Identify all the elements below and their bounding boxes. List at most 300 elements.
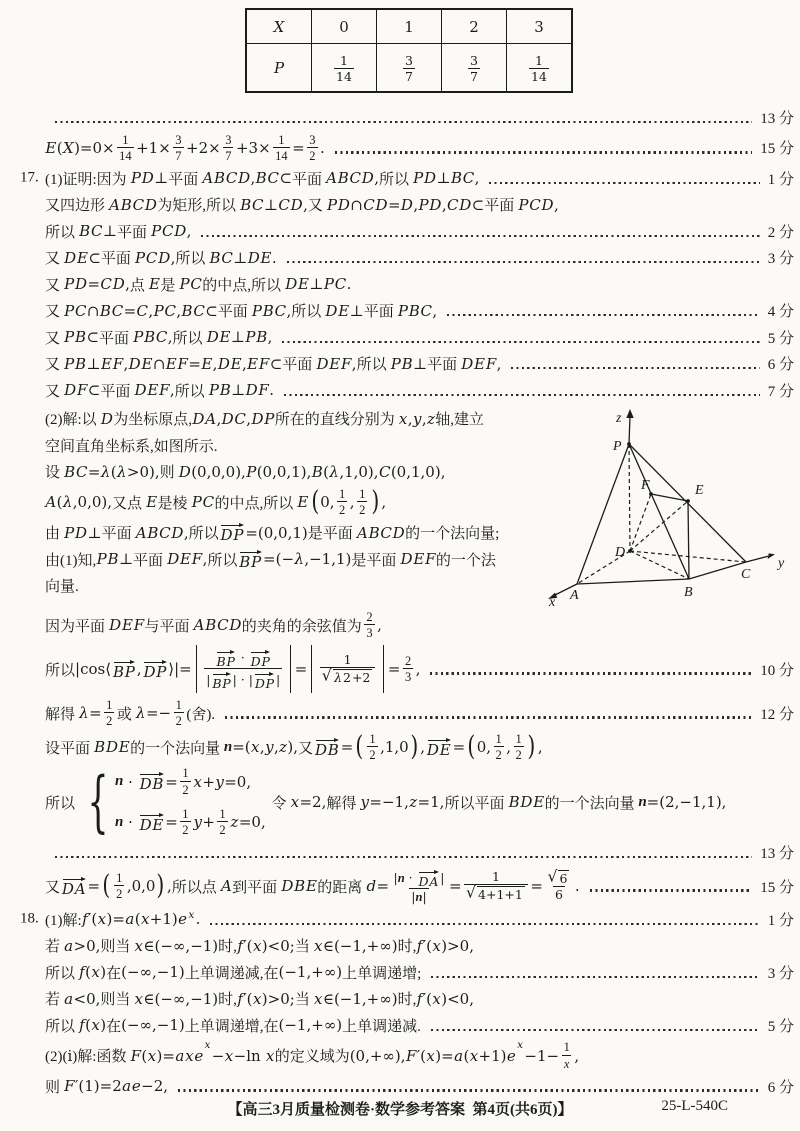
- text-run: 的夹角的余弦值为: [241, 618, 362, 635]
- math-run: =( x , y , z ),: [232, 738, 299, 757]
- vector: D P: [220, 521, 244, 544]
- fraction: $\frac{3}{2}$: [309, 132, 316, 163]
- table-row: [246, 9, 572, 44]
- text-run: 点: [129, 277, 149, 294]
- fraction: $\frac{1}{2}$: [116, 870, 123, 901]
- math-run: f ′( x )<0,: [416, 989, 474, 1008]
- math-run: D E ⊥ P B ,: [206, 328, 273, 347]
- line-content: [45, 435, 218, 456]
- math-run: =(0,0,1): [245, 523, 308, 542]
- math-run: .: [195, 910, 201, 929]
- math-run: A B C D: [193, 616, 242, 635]
- math-run: ⟩|=: [168, 660, 192, 679]
- question-number: 17.: [20, 169, 39, 186]
- math-run: x ∈(−∞,−1): [134, 989, 219, 1008]
- math-run: ,: [506, 738, 512, 757]
- line-content: [45, 697, 215, 730]
- math-run: P D ⊥ B C ,: [413, 169, 480, 188]
- math-run: ·: [123, 813, 138, 832]
- dotted-leader: [225, 716, 752, 718]
- edge-PA: [577, 444, 629, 584]
- math-run: D E F: [109, 616, 145, 635]
- text-run: 所以: [379, 171, 413, 188]
- text-run: 解得: [45, 706, 79, 723]
- answer-line: [0, 731, 800, 764]
- text-run: 由(1)知,: [45, 552, 97, 569]
- answer-line: [0, 105, 800, 130]
- answer-line: [0, 1013, 800, 1038]
- text-run: 上单调递增,在: [184, 1018, 279, 1035]
- text-run: 又: [45, 304, 64, 321]
- math-run: =(2,−1,1),: [646, 793, 727, 811]
- math-run: D A , D C , D P: [192, 409, 275, 428]
- text-run: 平面: [168, 171, 202, 188]
- math-run: f ′( x )= a ( x +1) e: [82, 910, 188, 929]
- vector: B P: [113, 658, 136, 681]
- math-run: P B ⊥ E F , D E ∩ E F = E , D E , E F ⊂: [64, 354, 283, 373]
- dotted-leader: [55, 121, 752, 123]
- math-run: | · |: [232, 672, 253, 687]
- math-run: D E F: [400, 550, 436, 568]
- math-run: P D ⊥: [64, 523, 102, 542]
- text-run: 则当: [100, 992, 135, 1009]
- table-cell: 1: [377, 9, 442, 44]
- fraction: $\frac{1}{2}$: [175, 697, 182, 729]
- fraction: $\frac{1}{2}$: [339, 486, 346, 518]
- line-content: [45, 1015, 421, 1036]
- fraction: $\frac{1}{2}$: [495, 732, 502, 763]
- math-run: ·: [404, 869, 417, 885]
- score-label: 1 分: [767, 171, 794, 188]
- text-run: 又: [45, 277, 64, 294]
- fraction: $\frac{2}{3}$: [404, 653, 412, 685]
- vector: B P: [216, 648, 235, 668]
- answer-line: [0, 132, 800, 165]
- math-run: P D ∩ C D = D , P D , C D ⊂: [327, 195, 485, 214]
- edge-PB: [629, 444, 689, 579]
- score-label: 15 分: [760, 879, 794, 896]
- footer-title: 【高三3月质量检测卷·数学参考答案 第4页(共6页)】: [227, 1101, 573, 1118]
- text-run: 所以: [45, 965, 79, 982]
- text-run: 又: [45, 383, 64, 400]
- math-run: x , y , z: [398, 409, 435, 428]
- axis-label-z: z: [616, 410, 622, 426]
- table-cell: [442, 44, 507, 93]
- score-label: 4 分: [767, 304, 794, 321]
- math-run: E: [149, 275, 160, 294]
- math-run: .: [320, 138, 325, 157]
- score-label: 12 分: [760, 706, 794, 723]
- fraction: [545, 870, 572, 903]
- text-run: 所以点: [171, 879, 221, 896]
- two-column-section: [0, 405, 800, 607]
- math-run: f ( x ): [79, 963, 107, 982]
- math-run: P B C ,: [397, 301, 438, 320]
- fraction: [320, 653, 376, 686]
- segment-EB: [688, 501, 689, 579]
- text-run: 时,: [218, 939, 237, 956]
- line-content: [45, 274, 351, 295]
- dotted-leader: [590, 889, 753, 891]
- vector-n: n: [223, 738, 233, 755]
- text-run: 所以: [45, 1018, 79, 1035]
- vector-arrow-icon: [113, 658, 136, 665]
- math-run: P C: [191, 493, 215, 512]
- line-content: [45, 168, 479, 189]
- text-run: 所以: [291, 304, 326, 321]
- math-run: x ∈(−∞,−1): [134, 936, 219, 955]
- vertex-dot-P: [627, 442, 631, 446]
- math-run: a >0,: [64, 936, 101, 955]
- dashed-DE: [630, 501, 688, 551]
- superscript: 2: [342, 670, 351, 686]
- answer-line: [0, 166, 800, 191]
- fraction: $\frac{1}{14}$: [275, 132, 288, 163]
- math-run: |: [411, 888, 416, 904]
- coordinate-diagram: [545, 407, 795, 607]
- line-content: [45, 548, 496, 571]
- fraction: $\frac{1}{14}$: [119, 132, 132, 163]
- line-content: [45, 1076, 168, 1097]
- text-run: (1)解:: [45, 912, 82, 929]
- fraction: $\frac{1}{2}$: [219, 807, 226, 838]
- answer-line: [0, 351, 800, 376]
- text-run: 由: [45, 526, 64, 542]
- math-run: 0,: [320, 493, 335, 512]
- dotted-leader: [284, 394, 760, 396]
- math-run: −1−: [524, 1046, 560, 1065]
- text-run: 所以: [356, 357, 391, 374]
- answer-line: [0, 643, 800, 695]
- fraction: $\frac{2}{3}$: [366, 609, 373, 641]
- close-paren-icon: [410, 736, 418, 759]
- math-run: λ =: [79, 704, 102, 723]
- text-run: 为坐标原点,: [113, 412, 192, 429]
- vector-arrow-icon: [220, 521, 244, 528]
- math-run: +2: [351, 670, 371, 686]
- math-run: D: [100, 409, 113, 428]
- text-run: 的中点,所以: [214, 495, 297, 512]
- math-run: |: [206, 672, 211, 687]
- math-run: A ( λ ,0,0),: [45, 493, 113, 512]
- answer-line: [0, 986, 800, 1011]
- math-run: B D E: [94, 738, 130, 757]
- text-run: 又: [298, 740, 314, 757]
- text-run: 则当: [100, 939, 135, 956]
- score-label: 3 分: [767, 965, 794, 982]
- math-run: D E F ,: [134, 381, 175, 400]
- math-run: z =0,: [230, 813, 266, 832]
- vector-arrow-icon: [418, 868, 439, 875]
- math-run: y +: [193, 813, 215, 832]
- text-run: 时,: [397, 939, 417, 956]
- math-run: P C D ,: [151, 222, 192, 241]
- text-run: 又: [45, 330, 64, 347]
- text-run: 所以平面: [444, 795, 509, 812]
- answer-line: [0, 867, 800, 906]
- line-content: [45, 132, 325, 165]
- answer-line: [0, 520, 545, 545]
- equation-system: [77, 765, 266, 839]
- math-run: √ λ: [334, 670, 343, 686]
- dotted-leader: [55, 856, 752, 858]
- vector: B P: [212, 670, 231, 690]
- vector: D E: [427, 736, 452, 759]
- dotted-leader: [511, 367, 759, 369]
- answer-line: [0, 245, 800, 270]
- dotted-leader: [201, 235, 759, 237]
- math-run: x =2,: [290, 793, 327, 811]
- math-run: D E ⊥ P C .: [285, 275, 352, 294]
- paren-group: [310, 486, 381, 519]
- dotted-leader: [447, 314, 760, 316]
- math-run: +2×: [186, 138, 221, 157]
- system-row: [115, 765, 266, 798]
- answer-line: [0, 219, 800, 244]
- text-run: 当: [294, 939, 314, 956]
- answer-line: [0, 433, 545, 458]
- vector-arrow-icon: [315, 736, 340, 743]
- math-run: B D E: [508, 793, 545, 811]
- square-root: [467, 886, 525, 902]
- text-run: 所在的直线分别为: [274, 412, 399, 429]
- dashed-PD: [629, 444, 630, 551]
- vertex-dot-E: [686, 499, 690, 503]
- text-run: 平面: [116, 224, 151, 241]
- score-label: 10 分: [760, 662, 794, 679]
- text-run: 又: [45, 251, 64, 268]
- edge-AB: [577, 579, 689, 584]
- math-run: ·: [123, 772, 138, 791]
- line-content: [45, 194, 559, 215]
- math-run: P D = C D ,: [64, 275, 130, 294]
- text-run: 平面: [427, 357, 461, 374]
- text-run: (舍).: [186, 706, 216, 723]
- answer-line: [0, 406, 545, 431]
- math-run: =: [165, 813, 178, 832]
- vector: D A: [62, 875, 86, 898]
- score-label: 6 分: [767, 1079, 794, 1096]
- dotted-leader: [178, 1089, 760, 1091]
- math-run: E: [146, 493, 158, 512]
- text-run: 到平面: [232, 879, 281, 896]
- math-run: x: [265, 1046, 275, 1065]
- table-cell: 0: [312, 9, 377, 44]
- math-run: ·: [236, 649, 249, 665]
- line-content: [45, 353, 501, 374]
- math-run: B C ⊥ D E .: [209, 248, 277, 267]
- vector: D P: [143, 658, 167, 681]
- table-cell: [312, 44, 377, 93]
- fraction: $\frac{1}{2}$: [369, 732, 376, 763]
- answer-line: [0, 907, 800, 932]
- vector: D P: [250, 648, 270, 668]
- vertex-label-E: E: [695, 482, 704, 498]
- math-run: P D ⊥: [130, 169, 169, 188]
- math-run: (−1,+∞): [278, 963, 343, 982]
- table-cell: P: [246, 44, 312, 93]
- table-cell: X: [246, 9, 312, 44]
- answer-line: [0, 272, 800, 297]
- math-run: =: [452, 738, 466, 757]
- vertex-dot-D: [628, 549, 632, 553]
- vertex-dot-F: [649, 492, 653, 496]
- fraction: $\frac{1}{2}$: [359, 486, 366, 518]
- text-run: 平面: [484, 198, 519, 215]
- text-run: 所以: [172, 330, 207, 347]
- text-run: 又四边形: [45, 198, 109, 215]
- text-run: 上单调递减,在: [184, 965, 279, 982]
- math-run: =(− λ ,−1,1): [263, 550, 352, 568]
- text-run: 又点: [112, 495, 146, 512]
- text-run: 平面: [100, 383, 135, 400]
- distribution-table: [245, 8, 573, 93]
- math-run: x + y =0,: [193, 772, 252, 791]
- text-run: 的一个法向量: [130, 740, 224, 757]
- math-run: F ′(1)=2 a e −2,: [64, 1077, 169, 1095]
- line-content: [45, 300, 437, 321]
- text-run: 的距离: [317, 879, 367, 896]
- table-cell: [377, 44, 442, 93]
- answer-line: [0, 765, 800, 839]
- line-content: [45, 521, 499, 544]
- table-cell: [507, 44, 573, 93]
- text-run: (2)(ⅰ)解:函数: [45, 1049, 131, 1066]
- fraction: $\frac{1}{2}$: [182, 766, 189, 797]
- dotted-leader: [430, 672, 752, 674]
- score-label: 15 分: [760, 141, 794, 158]
- fraction: [464, 870, 528, 903]
- paren-group: [101, 870, 166, 903]
- math-run: ,1,0: [380, 738, 409, 757]
- text-run: 平面: [101, 526, 136, 542]
- fraction: $\frac{3}{7}$: [225, 132, 232, 163]
- line-content: [45, 643, 420, 695]
- fraction: $\frac{3}{7}$: [405, 52, 413, 84]
- text-run: 轴,建立: [435, 412, 485, 429]
- distribution-table-wrap: [245, 8, 800, 93]
- table-cell: 3: [507, 9, 573, 44]
- close-paren-icon: [528, 736, 536, 759]
- abs-value-group: [311, 645, 384, 693]
- text-run: 又: [45, 879, 61, 896]
- open-paren-icon: [467, 736, 475, 759]
- dashed-DC: [630, 551, 746, 562]
- math-run: d =: [366, 877, 390, 895]
- text-run: 则: [45, 1079, 64, 1096]
- text-run: 的一个法向量: [544, 795, 639, 812]
- math-run: A B C D ,: [326, 169, 379, 188]
- math-run: ,: [574, 1046, 580, 1065]
- vertex-label-D: D: [615, 544, 626, 560]
- math-run: √ 6: [559, 870, 568, 886]
- math-run: ,: [349, 493, 355, 512]
- text-run: 当: [294, 992, 314, 1009]
- math-run: B C ⊥: [79, 222, 117, 241]
- math-run: 1: [491, 868, 500, 884]
- text-run: 是: [160, 277, 180, 294]
- math-run: ,: [420, 738, 426, 757]
- axis-label-y: y: [778, 555, 785, 571]
- line-content: [45, 909, 200, 930]
- math-run: y =−1, z =1,: [360, 793, 445, 811]
- math-run: P C D ,: [135, 248, 176, 267]
- text-run: 则: [159, 465, 179, 482]
- math-run: x ∈(−1,+∞): [313, 936, 398, 955]
- brace-icon: [77, 774, 119, 830]
- fraction: $\frac{3}{7}$: [175, 132, 182, 163]
- page-footer: [0, 1098, 800, 1118]
- vector-arrow-icon: [143, 658, 167, 665]
- system-row: [115, 806, 266, 839]
- text-run: 平面: [291, 171, 326, 188]
- math-run: a <0,: [64, 989, 101, 1008]
- y-arrowhead-icon: [768, 553, 775, 559]
- math-run: B C ⊥ C D ,: [240, 195, 308, 214]
- math-run: +3×: [235, 138, 271, 157]
- fraction: $\frac{3}{7}$: [470, 52, 478, 84]
- text-run: 所以: [45, 662, 76, 679]
- text-run: 平面: [100, 251, 135, 268]
- answer-line: [0, 547, 545, 572]
- answer-line: [0, 960, 800, 985]
- line-content: [45, 408, 484, 429]
- math-run: D E ⊂: [64, 248, 101, 267]
- text-run: (1)证明:因为: [45, 171, 131, 188]
- score-label: 6 分: [767, 357, 794, 374]
- open-paren-icon: [311, 491, 319, 514]
- diagram-column: [545, 405, 800, 607]
- answer-line: [0, 378, 800, 403]
- text-run: 与平面: [144, 618, 194, 635]
- close-paren-icon: [371, 491, 379, 514]
- text-run: 在: [106, 1018, 122, 1035]
- math-run: =: [165, 772, 178, 791]
- math-run: |: [422, 888, 427, 904]
- answer-line: [0, 1039, 800, 1072]
- fraction: $\frac{1}{2}$: [106, 697, 113, 729]
- axis-label-x: x: [549, 594, 556, 607]
- math-run: (−1,+∞): [278, 1016, 343, 1035]
- vertex-label-A: A: [570, 587, 579, 603]
- vector: D A: [418, 868, 439, 888]
- math-run: P C D ,: [518, 195, 559, 214]
- answer-line: [0, 1074, 800, 1099]
- math-run: P B C ,: [133, 328, 173, 347]
- math-run: P B ⊥: [390, 354, 428, 373]
- dotted-leader: [489, 182, 759, 184]
- text-run: 为矩形,所以: [157, 198, 240, 215]
- math-run: B C = λ ( λ >0),: [64, 462, 160, 481]
- math-run: D E F ,: [316, 354, 357, 373]
- score-label: 7 分: [767, 383, 794, 400]
- math-run: P B ⊥ D F .: [208, 381, 275, 400]
- text-run: 所以: [175, 251, 210, 268]
- vector-n: n: [397, 870, 405, 885]
- math-run: |: [393, 869, 398, 885]
- line-content: [45, 867, 580, 906]
- text-run: 是平面: [351, 552, 401, 569]
- text-run: 或: [116, 706, 136, 723]
- math-run: =: [387, 660, 401, 679]
- dotted-leader: [287, 261, 760, 263]
- paren-group: [466, 731, 537, 764]
- dotted-leader: [335, 151, 752, 153]
- text-run: 又: [307, 198, 327, 215]
- line-content: [45, 962, 421, 983]
- score-label: 13 分: [760, 846, 794, 863]
- math-run: D B E: [281, 877, 317, 895]
